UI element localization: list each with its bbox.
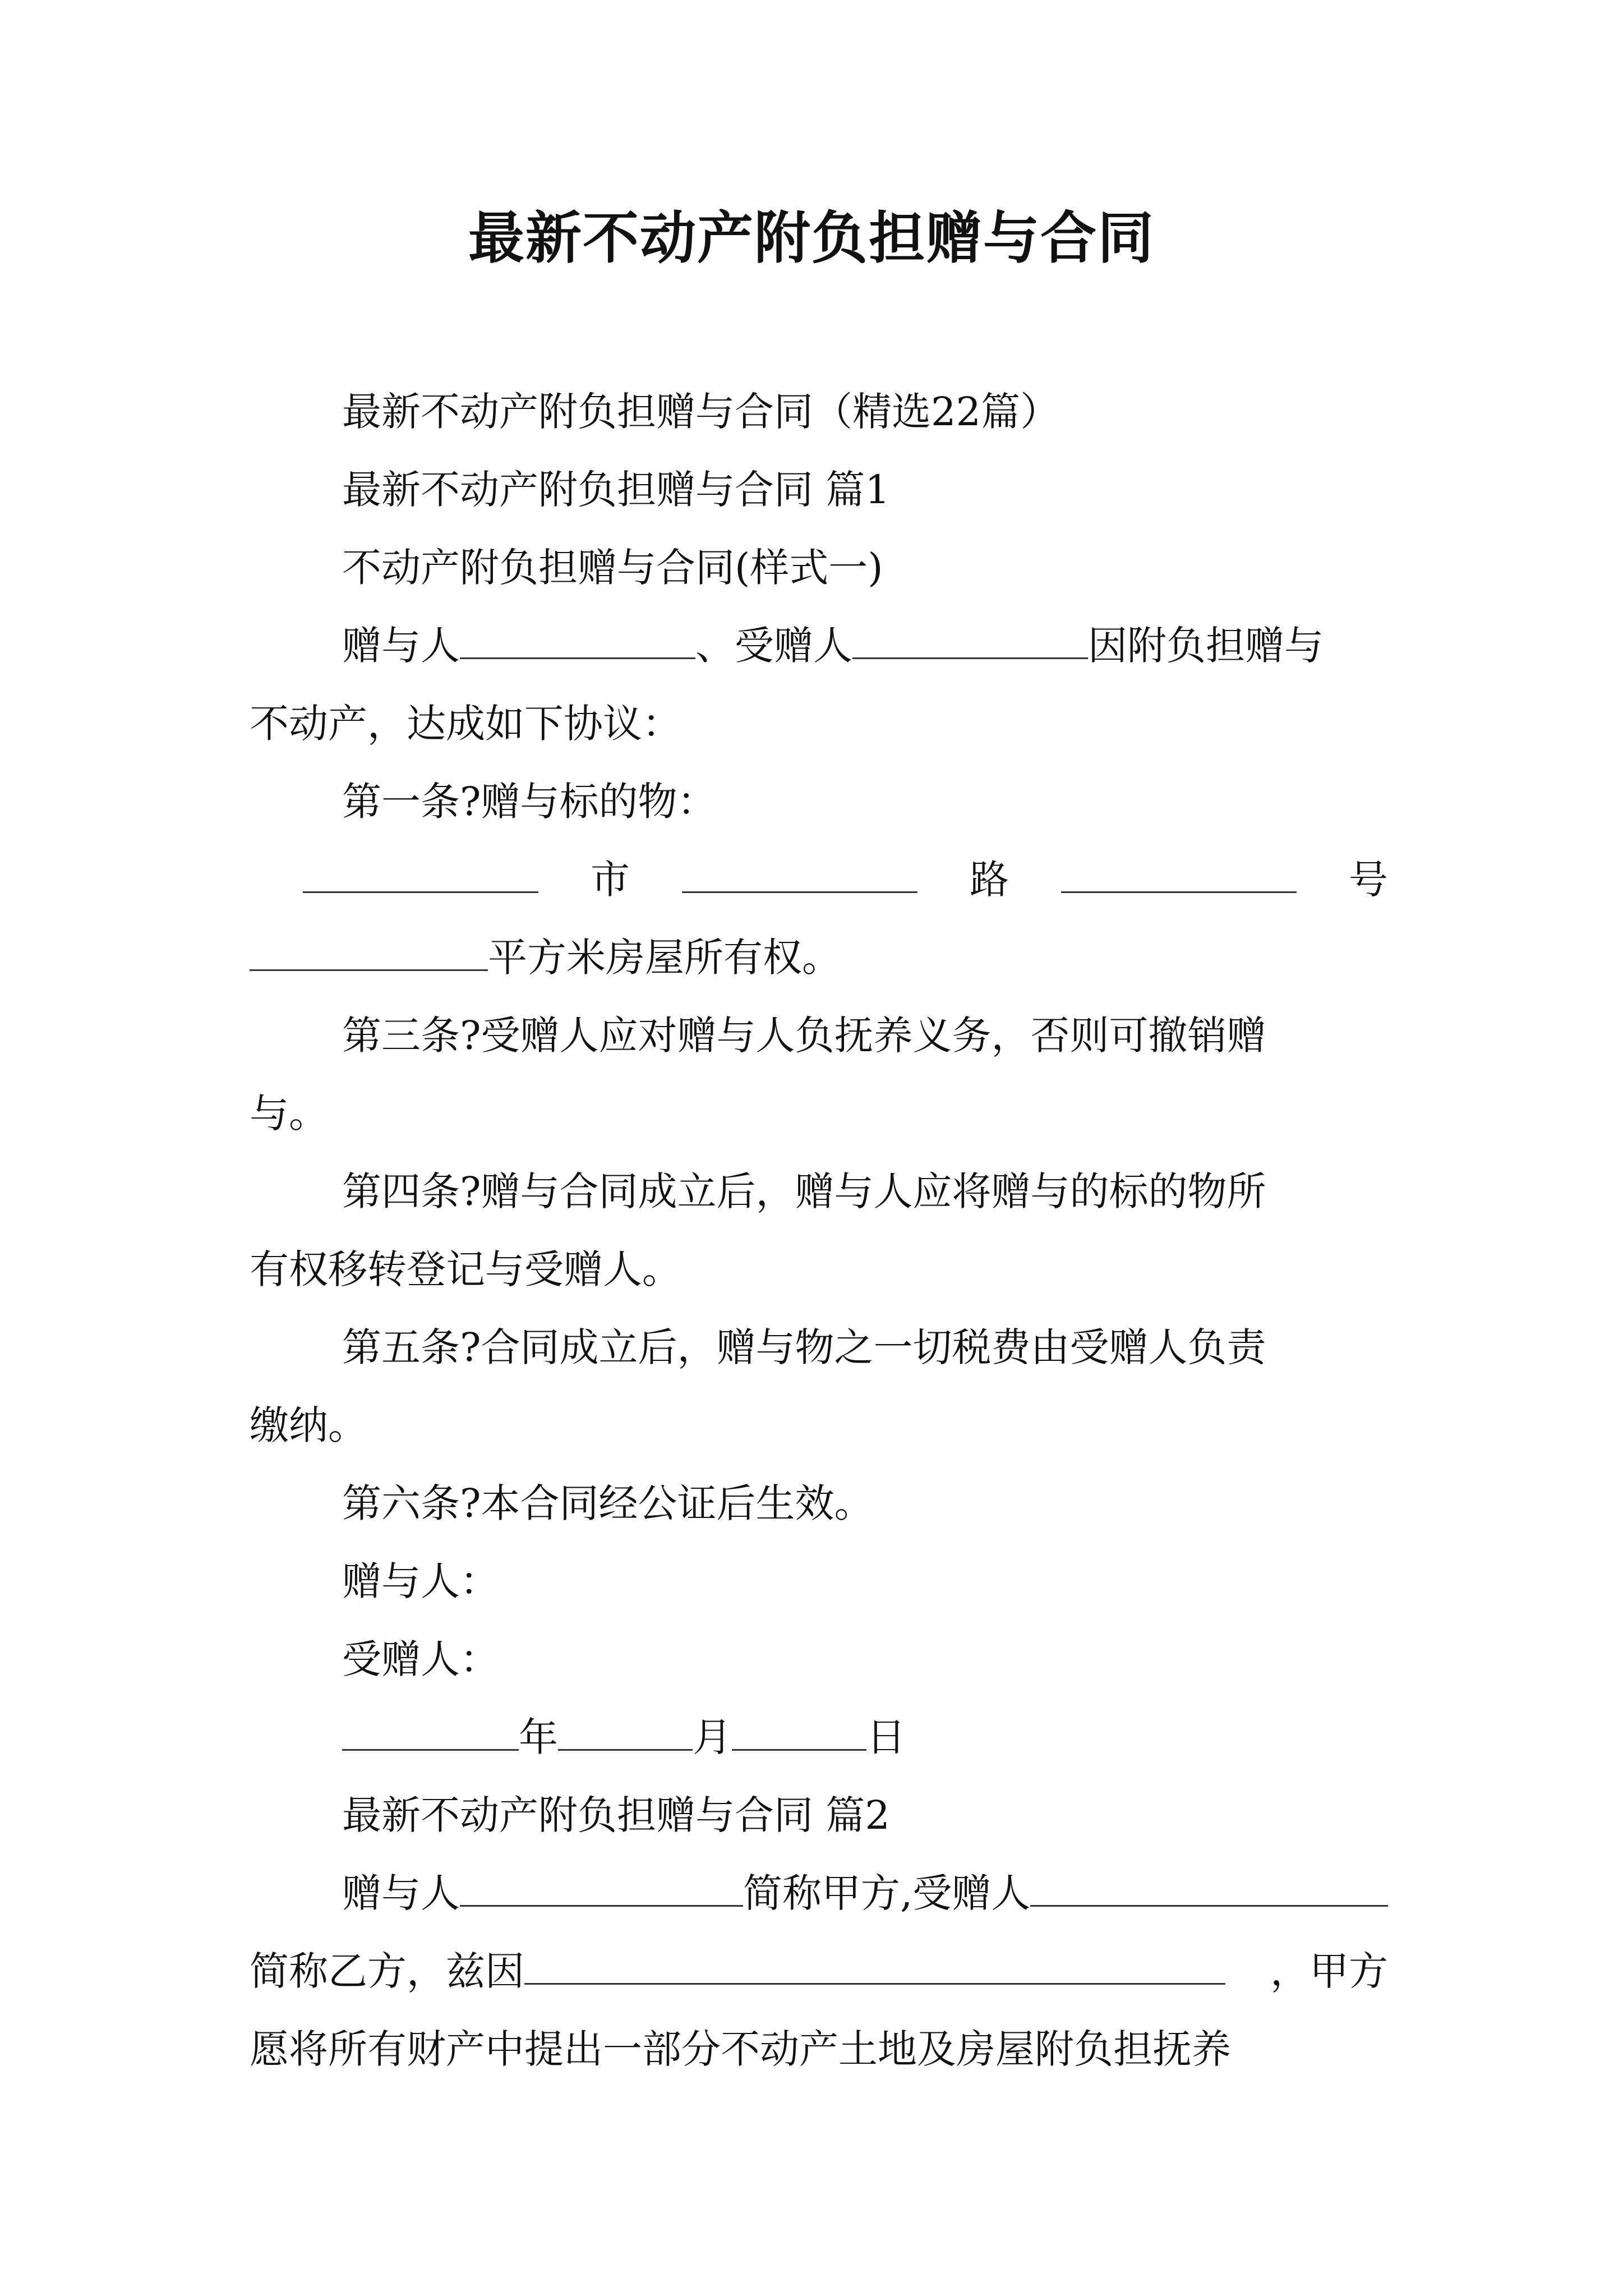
label-month: 月 <box>693 1714 732 1760</box>
label-day: 日 <box>866 1714 906 1760</box>
label-city: 市 <box>591 857 630 903</box>
clause-4: 第四条?赠与合同成立后，赠与人应将赠与的标的物所 <box>342 1168 1266 1214</box>
document-title: 最新不动产附负担赠与合同 <box>468 205 1155 271</box>
blank-month <box>558 1714 693 1751</box>
section-heading: 最新不动产附负担赠与合同 篇1 <box>342 467 890 513</box>
signature-donor: 赠与人： <box>342 1558 499 1604</box>
paragraph-parties <box>250 607 1388 685</box>
label-donee: 、受赠人 <box>695 623 852 669</box>
label-donee: 简称甲方,受赠人 <box>743 1870 1031 1916</box>
label-number: 号 <box>1349 857 1388 903</box>
paragraph-continued: 愿将所有财产中提出一部分不动产土地及房屋附负担抚养 <box>250 2026 1231 2072</box>
paragraph-parties-2 <box>250 1855 1388 1932</box>
blank-city <box>303 857 538 893</box>
text-area: 平方米房屋所有权。 <box>488 935 841 981</box>
area-line <box>250 919 1388 997</box>
blank-number <box>1061 857 1297 893</box>
blank-area <box>250 935 488 971</box>
text-reason: 因附负担赠与 <box>1088 623 1324 669</box>
text-party-a: ，甲方 <box>1270 1948 1388 1994</box>
blank-day <box>732 1714 866 1751</box>
clause-3-continued: 与。 <box>250 1091 328 1137</box>
document-body <box>250 373 1388 2088</box>
clause-4-continued: 有权移转登记与受赠人。 <box>250 1246 681 1292</box>
date-line <box>250 1699 1388 1777</box>
blank-donor <box>460 1870 743 1907</box>
blank-donor <box>460 623 695 659</box>
address-line <box>250 841 1388 919</box>
label-year: 年 <box>519 1714 558 1760</box>
blank-road <box>682 857 917 893</box>
label-donor: 赠与人 <box>342 1870 460 1916</box>
signature-donee: 受赠人： <box>342 1636 499 1682</box>
blank-reason <box>524 1948 1225 1985</box>
paragraph-reason <box>250 1932 1388 2010</box>
blank-year <box>342 1714 519 1751</box>
blank-donee <box>852 623 1088 659</box>
paragraph-continued: 不动产，达成如下协议： <box>250 701 681 747</box>
section-heading: 最新不动产附负担赠与合同 篇2 <box>342 1792 890 1838</box>
label-donor: 赠与人 <box>342 623 460 669</box>
text-reason: 简称乙方，兹因 <box>250 1948 524 1994</box>
clause-3: 第三条?受赠人应对赠与人负抚养义务，否则可撤销赠 <box>342 1013 1266 1059</box>
paragraph: 最新不动产附负担赠与合同（精选22篇） <box>342 389 1060 435</box>
blank-donee <box>1030 1870 1388 1907</box>
clause-1: 第一条?赠与标的物： <box>342 779 717 825</box>
clause-6: 第六条?本合同经公证后生效。 <box>342 1480 874 1526</box>
clause-5: 第五条?合同成立后，赠与物之一切税费由受赠人负责 <box>342 1324 1266 1370</box>
clause-5-continued: 缴纳。 <box>250 1402 367 1448</box>
label-road: 路 <box>970 857 1009 903</box>
paragraph: 不动产附负担赠与合同(样式一) <box>342 545 883 591</box>
